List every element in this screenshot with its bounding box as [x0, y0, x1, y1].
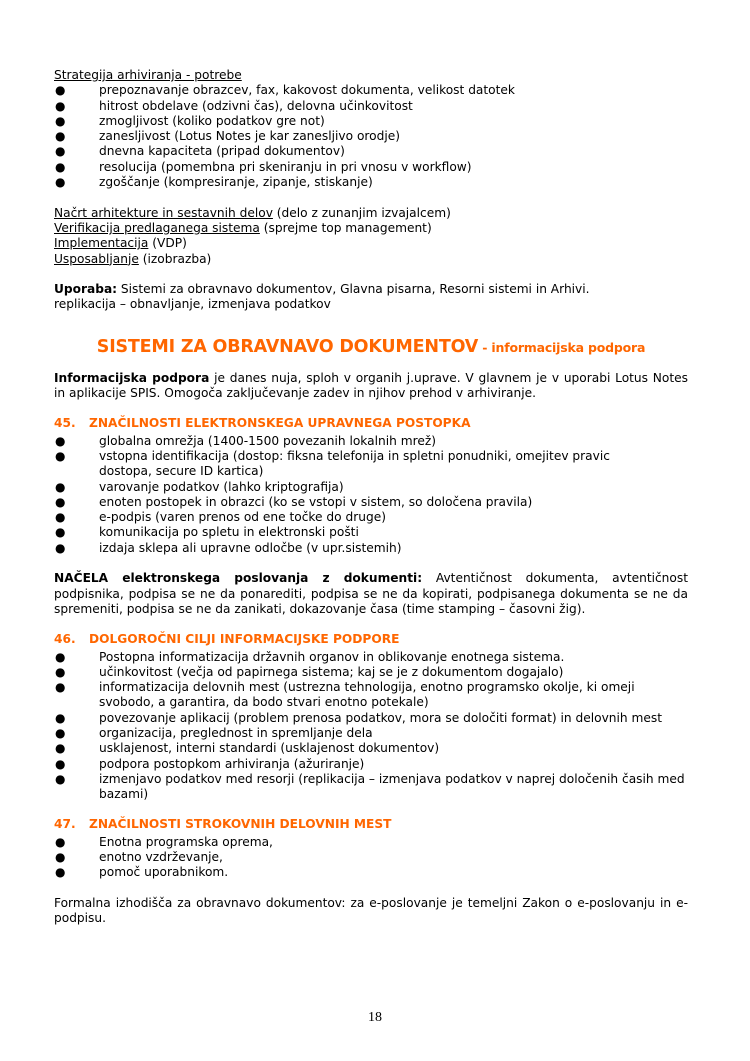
list-item: ● vstopna identifikacija (dostop: fiksna telefonija in spletni ponudniki, omejitev pravic dostopa, secure ID kartica) — [55, 448, 610, 479]
bullet-icon: ● — [55, 83, 66, 98]
list-item: ● enoten postopek in obrazci (ko se vstopi v sistem, so določena pravila) — [55, 494, 533, 509]
bullet-icon: ● — [55, 649, 66, 664]
bullet-icon: ● — [55, 834, 66, 849]
main-title: SISTEMI ZA OBRAVNAVO DOKUMENTOV - informacijska podpora — [96, 336, 646, 357]
phase-line: Usposabljanje (izobrazba) — [54, 251, 212, 266]
phase-line: Implementacija (VDP) — [54, 236, 187, 251]
list-item: ● izmenjavo podatkov med resorji (replikacija – izmenjava podatkov v naprej določenih časih med bazami) — [55, 771, 685, 802]
list-item: ● pomoč uporabnikom. — [55, 865, 229, 880]
list-item: ● organizacija, preglednost in spremljanje dela — [55, 725, 373, 740]
bullet-icon: ● — [55, 479, 66, 494]
bullet-icon: ● — [55, 129, 66, 144]
bullet-icon: ● — [55, 448, 66, 463]
list-item: ● Enotna programska oprema, — [55, 834, 273, 849]
bullet-icon: ● — [55, 850, 66, 865]
list-item: ● informatizacija delovnih mest (ustrezna tehnologija, enotno programsko okolje, ki omeji svobodo, a garantira, da bodo stvari enotno potekale) — [55, 680, 635, 710]
strategy-heading: Strategija arhiviranja - potrebe — [54, 68, 242, 82]
list-item: ● hitrost obdelave (odzivni čas), delovna učinkovitost — [55, 98, 413, 113]
intro-paragraph: Informacijska podpora je danes nuja, sploh v organih j.uprave. V glavnem je v uporabi Lotus Notes in aplikacije SPIS. Omogoča zaključevanje zadev in njihov prehod v arhiviranje. — [54, 370, 688, 401]
list-item: ● podpora postopkom arhiviranja (ažuriranje) — [55, 756, 365, 771]
list-item: ● Postopna informatizacija državnih organov in oblikovanje enotnega sistema. — [55, 649, 565, 664]
bullet-icon: ● — [55, 664, 66, 679]
bullet-icon: ● — [55, 525, 66, 540]
list-item: ● povezovanje aplikacij (problem prenosa podatkov, mora se določiti format) in delovnih mest — [55, 710, 663, 725]
bullet-icon: ● — [55, 175, 66, 190]
list-item: ● e-podpis (varen prenos od ene točke do druge) — [55, 510, 386, 525]
bullet-icon: ● — [55, 98, 66, 113]
list-item: ● prepoznavanje obrazcev, fax, kakovost dokumenta, velikost datotek — [55, 83, 515, 98]
list-item: ● učinkovitost (večja od papirnega sistema; kaj se je z dokumentom dogajalo) — [55, 664, 564, 679]
section-47-list — [54, 835, 688, 881]
principles-paragraph: NAČELA elektronskega poslovanja z dokumenti: Avtentičnost dokumenta, avtentičnost podpisnika, podpisa se ne da ponarediti, podpisa se ne da kopirati, podpisanega dokumenta se ne da spremeniti, podpisa se ne da zanikati, dokazovanje časa (time stamping – časovni žig). — [54, 571, 688, 616]
phase-line: Verifikacija predlaganega sistema (sprejme top management) — [54, 220, 432, 235]
bullet-icon: ● — [55, 433, 66, 448]
list-item: ● globalna omrežja (1400-1500 povezanih lokalnih mrež) — [55, 433, 436, 448]
bullet-icon: ● — [55, 680, 66, 695]
list-item: ● komunikacija po spletu in elektronski pošti — [55, 525, 359, 540]
list-item: ● zanesljivost (Lotus Notes je kar zanesljivo orodje) — [55, 129, 400, 144]
list-item: ● zmogljivost (koliko podatkov gre not) — [55, 113, 325, 128]
bullet-icon: ● — [55, 159, 66, 174]
list-item: ● usklajenost, interni standardi (usklajenost dokumentov) — [55, 741, 440, 756]
list-item: ● enotno vzdrževanje, — [55, 850, 223, 865]
section-45-heading: 45. ZNAČILNOSTI ELEKTRONSKEGA UPRAVNEGA POSTOPKA — [54, 416, 471, 431]
strategy-list — [54, 83, 688, 190]
list-item: ● resolucija (pomembna pri skeniranju in pri vnosu v workflow) — [55, 159, 472, 174]
bullet-icon: ● — [55, 144, 66, 159]
phase-line: Načrt arhitekture in sestavnih delov (delo z zunanjim izvajalcem) — [54, 205, 451, 220]
phases-block — [54, 206, 688, 267]
section-45-list — [54, 434, 688, 556]
bullet-icon: ● — [55, 113, 66, 128]
list-item: ● dnevna kapaciteta (pripad dokumentov) — [55, 144, 345, 159]
bullet-icon: ● — [55, 494, 66, 509]
bullet-icon: ● — [55, 540, 66, 555]
bullet-icon: ● — [55, 771, 66, 786]
list-item: ● varovanje podatkov (lahko kriptografija) — [55, 479, 344, 494]
usage-label: Uporaba: — [54, 282, 118, 297]
main-subtitle: - informacijska podpora — [478, 339, 646, 355]
bullet-icon: ● — [55, 710, 66, 725]
section-46-heading: 46. DOLGOROČNI CILJI INFORMACIJSKE PODPORE — [54, 632, 400, 647]
bullet-icon: ● — [55, 865, 66, 880]
bullet-icon: ● — [55, 510, 66, 525]
bullet-icon: ● — [55, 756, 66, 771]
usage-paragraph: Uporaba: Sistemi za obravnavo dokumentov, Glavna pisarna, Resorni sistemi in Arhivi. replikacija – obnavljanje, izmenjava podatkov — [54, 282, 688, 313]
page-number: 18 — [368, 1010, 382, 1025]
usage-line-2: replikacija – obnavljanje, izmenjava podatkov — [54, 297, 331, 312]
document-page — [54, 68, 688, 927]
section-46-list — [54, 650, 688, 803]
section-47-heading: 47. ZNAČILNOSTI STROKOVNIH DELOVNIH MEST — [54, 817, 392, 832]
bullet-icon: ● — [55, 725, 66, 740]
list-item: ● zgoščanje (kompresiranje, zipanje, stiskanje) — [55, 175, 373, 190]
bullet-icon: ● — [55, 741, 66, 756]
list-item: ● izdaja sklepa ali upravne odločbe (v upr.sistemih) — [55, 540, 402, 555]
closing-paragraph: Formalna izhodišča za obravnavo dokumentov: za e-poslovanje je temeljni Zakon o e-poslovanju in e-podpisu. — [54, 895, 688, 926]
